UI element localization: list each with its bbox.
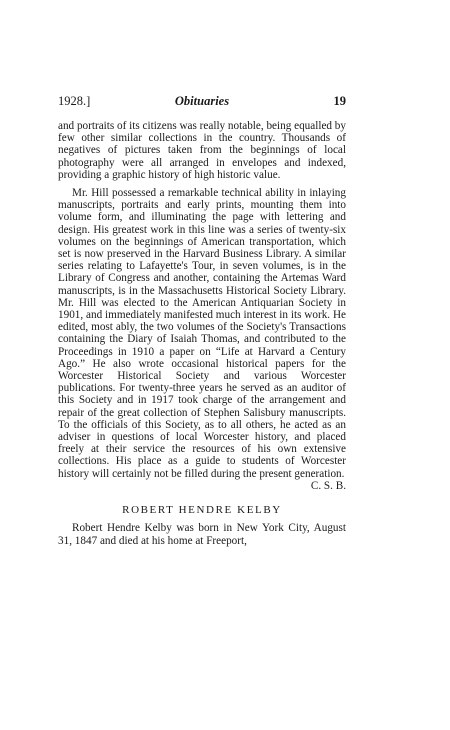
page-number: 19 [333, 94, 346, 108]
body-text [58, 120, 346, 547]
obituary-heading: ROBERT HENDRE KELBY [122, 504, 282, 517]
header-section-title: Obituaries [174, 94, 230, 108]
paragraph-kelby: Robert Hendre Kelby was born in New York City, August 31, 1847 and died at his home at Freeport, [58, 522, 346, 547]
header-year: 1928.] [58, 94, 91, 108]
running-header [58, 94, 346, 110]
paragraph-mr-hill: Mr. Hill possessed a remarkable technical ability in inlaying manuscripts, portraits and early prints, mounting them into volume form, and illuminating the page with lettering and design. His greatest work in this line was a series of twenty-six volumes on the beginnings of American transportation, which set is now preserved in the Harvard Business Library. A similar series relating to Lafayette's Tour, in seven volumes, is in the Library of Congress and another, containing the Artemas Ward manuscripts, is in the Massachusetts Historical Society Library. Mr. Hill was elected to the American Antiquarian Society in 1901, and immediately manifested much interest in its work. He edited, most ably, the two volumes of the Society's Transactions containing the Diary of Isaiah Thomas, and contributed to the Proceedings in 1910 a paper on “Life at Harvard a Century Ago.” He also wrote occasional historical papers for the Worcester Historical Society and various Worcester publications. For twenty-three years he served as an auditor of this Society and in 1917 took charge of the arrangement and repair of the great collection of Stephen Salisbury manuscripts. To the officials of this Society, as to all others, he acted as an adviser in questions of local Worcester history, and placed freely at their service the resources of his own extensive collections. His place as a guide to students of Worcester history will certainly not be filled during the present generation. [58, 187, 346, 480]
author-initials: C. S. B. [310, 479, 346, 492]
paragraph-portraits: and portraits of its citizens was really notable, being equalled by few other similar collections in the country. Thousands of negatives of pictures taken from the beginnings of local photography were all arranged in envelopes and indexed, providing a graphic history of high historic value. [58, 120, 346, 181]
